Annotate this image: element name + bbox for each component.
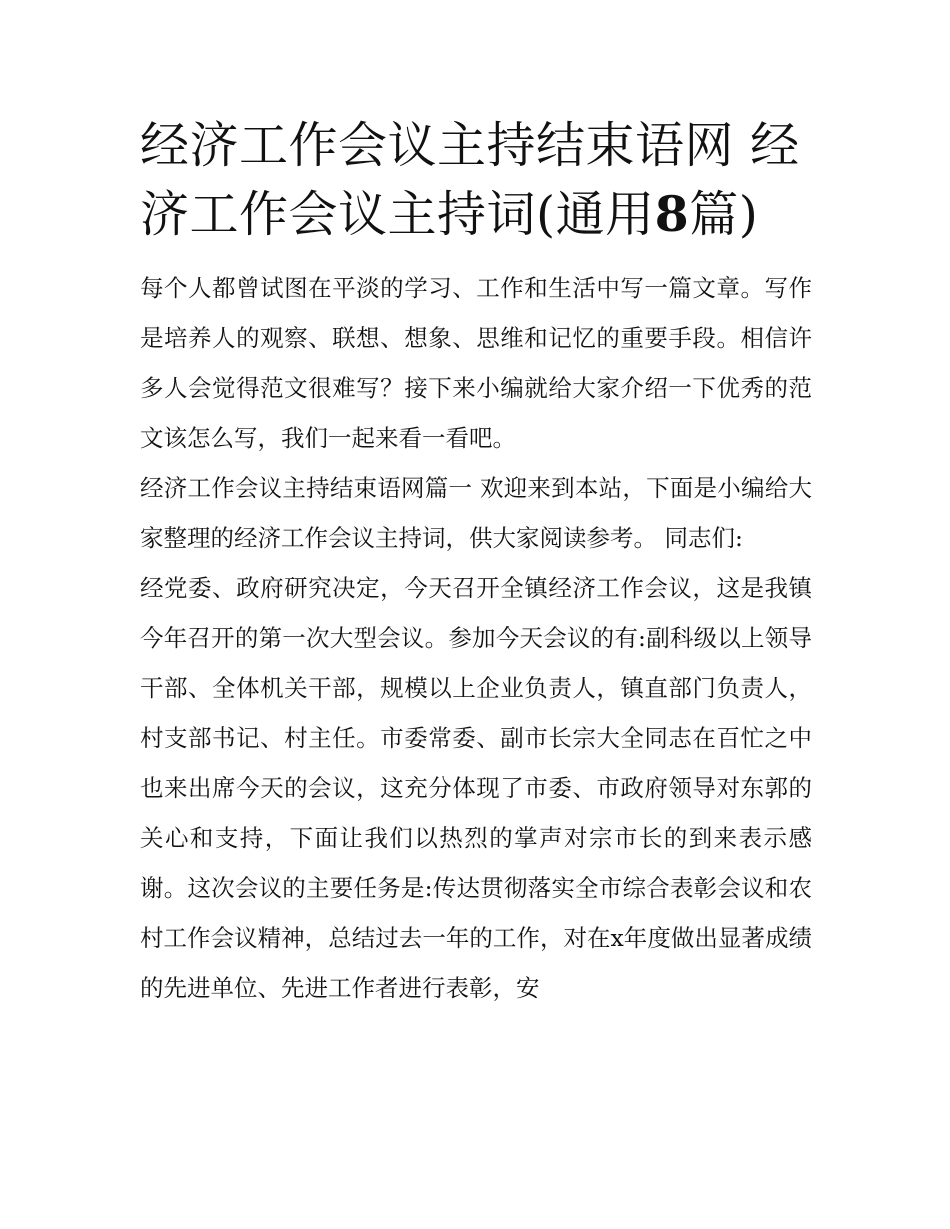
title-block: [140, 112, 812, 249]
document-title: [140, 112, 812, 249]
title-text-part-2: 篇): [689, 186, 759, 243]
title-number: 8: [654, 185, 690, 243]
paragraph-section-one: 经济工作会议主持结束语网篇一 欢迎来到本站，下面是小编给大家整理的经济工作会议主持词，供大家阅读参考。 同志们:: [140, 474, 812, 552]
paragraph-body: 经党委、政府研究决定，今天召开全镇经济工作会议，这是我镇今年召开的第一次大型会议。参加今天会议的有:副科级以上领导干部、全体机关干部，规模以上企业负责人，镇直部门负责人，村支部书记、村主任。市委常委、副市长宗大全同志在百忙之中也来出席今天的会议，这充分体现了市委、市政府领导对东郭的关心和支持，下面让我们以热烈的掌声对宗市长的到来表示感谢。这次会议的主要任务是:传达贯彻落实全市综合表彰会议和农村工作会议精神，总结过去一年的工作，对在x年度做出显著成绩的先进单位、先进工作者进行表彰，安: [140, 574, 812, 1002]
paragraph-intro: 每个人都曾试图在平淡的学习、工作和生活中写一篇文章。写作是培养人的观察、联想、想象、思维和记忆的重要手段。相信许多人会觉得范文很难写？接下来小编就给大家介绍一下优秀的范文该怎么写，我们一起来看一看吧。: [140, 274, 812, 452]
document-page: [140, 112, 812, 1013]
title-text-part-1: 经济工作会议主持结束语网 经济工作会议主持词(通用: [140, 117, 800, 243]
